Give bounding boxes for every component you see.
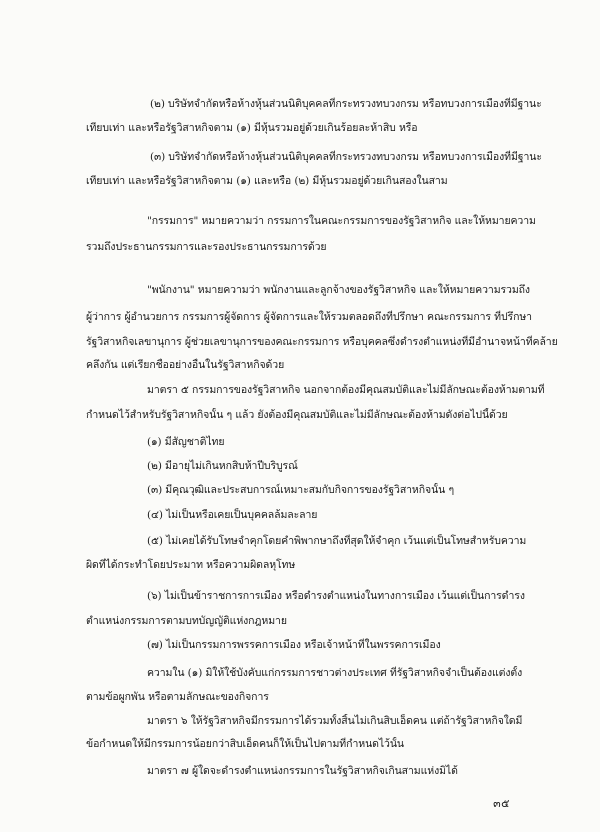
text-line: คลึงกัน แต่เรียกชื่ออย่างอื่นในรัฐวิสาหกิจด้วย — [86, 359, 285, 371]
text-line: (๖) ไม่เป็นข้าราชการการเมือง หรือดำรงตำแหน่งในทางการเมือง เว้นแต่เป็นการดำรง — [147, 590, 525, 602]
text-line: (๒) บริษัทจำกัดหรือห้างหุ้นส่วนนิติบุคคลที่กระทรวงทบวงกรม หรือทบวงการเมืองที่มีฐานะ — [150, 98, 542, 110]
text-line: ผู้ว่าการ ผู้อำนวยการ กรรมการผู้จัดการ ผู้จัดการและให้รวมตลอดถึงที่ปรึกษา คณะกรรมการ ที่ปรึกษา — [86, 311, 532, 323]
text-line: "กรรมการ" หมายความว่า กรรมการในคณะกรรมการของรัฐวิสาหกิจ และให้หมายความ — [147, 215, 536, 227]
text-line: เทียบเท่า และหรือรัฐวิสาหกิจตาม (๑) มีหุ้นรวมอยู่ด้วยเกินร้อยละห้าสิบ หรือ — [86, 122, 418, 134]
text-line: (๓) บริษัทจำกัดหรือห้างหุ้นส่วนนิติบุคคลที่กระทรวงทบวงกรม หรือทบวงการเมืองที่มีฐานะ — [150, 151, 542, 163]
text-line: ความใน (๑) มิให้ใช้บังคับแก่กรรมการชาวต่างประเทศ ที่รัฐวิสาหกิจจำเป็นต้องแต่งตั้ง — [147, 667, 523, 679]
text-line: กำหนดไว้สำหรับรัฐวิสาหกิจนั้น ๆ แล้ว ยังต้องมีคุณสมบัติและไม่มีลักษณะต้องห้ามดังต่อไปนี้ด้วย — [86, 409, 508, 421]
text-line: มาตรา ๖ ให้รัฐวิสาหกิจมีกรรมการได้รวมทั้งสิ้นไม่เกินสิบเอ็ดคน แต่ถ้ารัฐวิสาหกิจใดมี — [147, 715, 523, 727]
text-line: รัฐวิสาหกิจเลขานุการ ผู้ช่วยเลขานุการของคณะกรรมการ หรือบุคคลซึ่งดำรงตำแหน่งที่มีอำนาจหน้าที่คล้าย — [86, 336, 558, 348]
text-line: ผิดที่ได้กระทำโดยประมาท หรือความผิดลหุโทษ — [86, 559, 296, 571]
text-line: (๓) มีคุณวุฒิและประสบการณ์เหมาะสมกับกิจการของรัฐวิสาหกิจนั้น ๆ — [147, 484, 455, 496]
text-line: ข้อกำหนดให้มีกรรมการน้อยกว่าสิบเอ็ดคนก็ให้เป็นไปตามที่กำหนดไว้นั้น — [86, 738, 404, 750]
text-line: มาตรา ๗ ผู้ใดจะดำรงตำแหน่งกรรมการในรัฐวิสาหกิจเกินสามแห่งมิได้ — [147, 765, 458, 777]
text-line: (๔) ไม่เป็นหรือเคยเป็นบุคคลล้มละลาย — [147, 509, 318, 521]
text-line: (๑) มีสัญชาติไทย — [147, 436, 225, 448]
text-line: รวมถึงประธานกรรมการและรองประธานกรรมการด้วย — [86, 241, 327, 253]
text-line: มาตรา ๕ กรรมการของรัฐวิสาหกิจ นอกจากต้องมีคุณสมบัติและไม่มีลักษณะต้องห้ามตามที่ — [147, 384, 545, 396]
text-line: (๗) ไม่เป็นกรรมการพรรคการเมือง หรือเจ้าหน้าที่ในพรรคการเมือง — [147, 639, 441, 651]
page-number: ๓๕ — [493, 797, 510, 810]
text-line: (๕) ไม่เคยได้รับโทษจำคุกโดยคำพิพากษาถึงที่สุดให้จำคุก เว้นแต่เป็นโทษสำหรับความ — [147, 535, 527, 547]
text-line: "พนักงาน" หมายความว่า พนักงานและลูกจ้างของรัฐวิสาหกิจ และให้หมายความรวมถึง — [147, 284, 530, 296]
text-line: (๒) มีอายุไม่เกินหกสิบห้าปีบริบูรณ์ — [147, 460, 298, 472]
text-line: ตำแหน่งกรรมการตามบทบัญญัติแห่งกฎหมาย — [86, 615, 287, 627]
text-line: ตามข้อผูกพัน หรือตามลักษณะของกิจการ — [86, 691, 269, 703]
text-line: เทียบเท่า และหรือรัฐวิสาหกิจตาม (๑) และหรือ (๒) มีหุ้นรวมอยู่ด้วยเกินสองในสาม — [86, 175, 448, 187]
